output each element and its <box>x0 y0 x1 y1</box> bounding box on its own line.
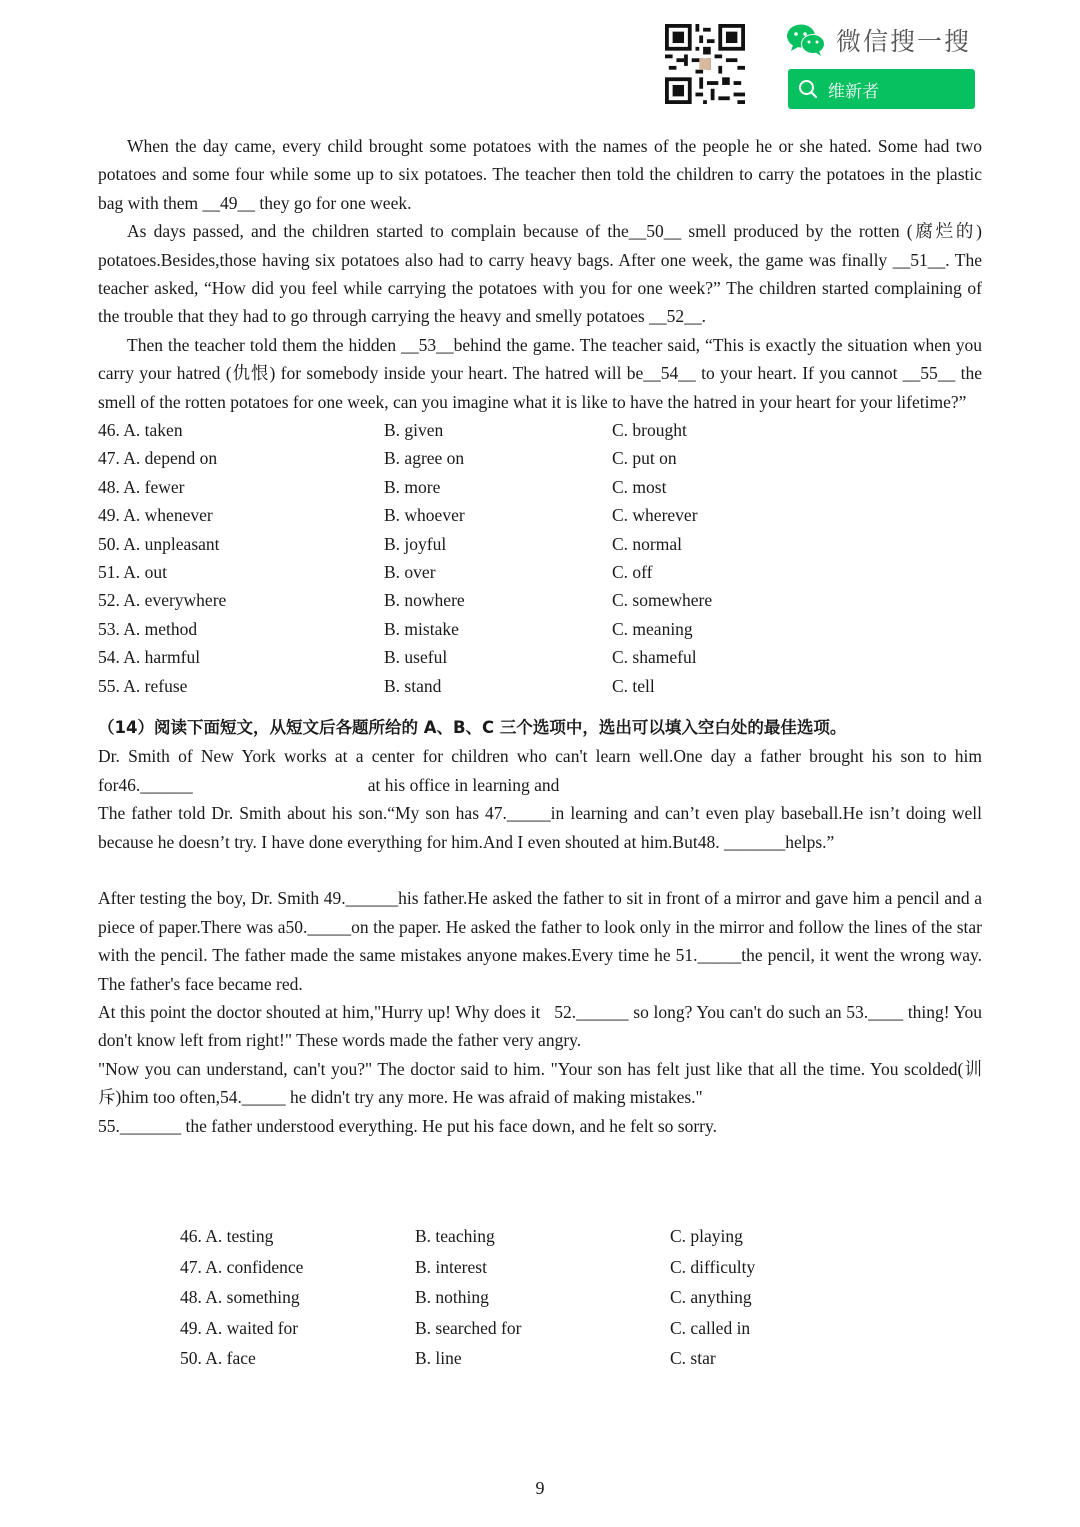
option-c: C. off <box>612 562 653 583</box>
option-row <box>98 558 982 586</box>
qr-code-icon[interactable] <box>665 24 745 104</box>
option-row <box>98 501 982 529</box>
wechat-logo-icon <box>786 23 826 57</box>
option-c: C. put on <box>612 448 677 469</box>
option-a: 52. A. everywhere <box>98 590 227 611</box>
option-b: B. given <box>384 420 444 441</box>
option-row <box>98 615 982 643</box>
option-b: B. mistake <box>384 618 459 639</box>
search-button[interactable] <box>788 69 975 109</box>
search-button-label: 维新者 <box>828 81 879 102</box>
option-a: 50. A. unpleasant <box>98 533 220 554</box>
option-b: B. searched for <box>415 1317 522 1338</box>
section14-paragraph: After testing the boy, Dr. Smith 49.______his father.He asked the father to sit in front of a mirror and gave him a pencil and a piece of paper.There was a50._____on the paper. He asked the father to look only in the mirror and follow the lines of the star with the pencil. The father made the same mistakes anyone makes.Every time he 51._____the pencil, it went the wrong way. The father's face became red. <box>98 888 982 994</box>
passage1-paragraph: As days passed, and the children started to complain because of the__50__ smell produced by the rotten (腐烂的) potatoes.Besides,those having six potatoes also had to carry heavy bags. After one week, the game was finally __51__. The teacher asked, “How did you feel while carrying the potatoes with you for one week?” The children started complaining of the trouble that they had to go through carrying the heavy and smelly potatoes __52__. <box>98 221 982 327</box>
document-body <box>98 132 987 1140</box>
page-number: 9 <box>535 1478 545 1498</box>
option-row <box>180 1282 880 1313</box>
passage1-paragraph: When the day came, every child brought some potatoes with the names of the people he or she hated. Some had two potatoes and some four while some up to six potatoes. The teacher then told the children to carry the potatoes in the plastic bag with them __49__ they go for one week. <box>98 136 982 213</box>
page-header <box>0 0 1080 120</box>
option-a: 55. A. refuse <box>98 675 188 696</box>
option-row <box>98 530 982 558</box>
option-row <box>180 1313 880 1344</box>
option-a: 50. A. face <box>180 1348 256 1368</box>
option-row <box>98 444 982 472</box>
option-row <box>180 1221 880 1252</box>
option-c: C. normal <box>612 533 682 554</box>
option-b: B. whoever <box>384 505 465 526</box>
option-b: B. joyful <box>384 533 447 554</box>
section-title: （14）阅读下面短文，从短文后各题所给的 A、B、C 三个选项中，选出可以填入空白处的最佳选项。 <box>98 717 847 737</box>
option-c: C. most <box>612 476 667 497</box>
option-b: B. agree on <box>384 448 465 469</box>
search-icon <box>798 79 818 99</box>
option-row <box>180 1252 880 1283</box>
option-c: C. somewhere <box>612 590 713 611</box>
option-b: B. nothing <box>415 1287 489 1307</box>
option-c: C. shameful <box>612 647 697 668</box>
section14-paragraph: The father told Dr. Smith about his son.“My son has 47._____in learning and can’t even play baseball.He isn’t doing well because he doesn’t try. I have done everything for him.And I even shouted at him.But48. _______helps.” <box>98 803 982 852</box>
option-b: B. stand <box>384 675 442 696</box>
option-c: C. wherever <box>612 505 698 526</box>
option-a: 47. A. depend on <box>98 448 218 469</box>
option-c: C. difficulty <box>670 1256 756 1277</box>
option-a: 47. A. confidence <box>180 1256 304 1277</box>
section14-options <box>180 1221 880 1374</box>
option-a: 48. A. fewer <box>98 476 185 497</box>
wechat-search-title: 微信搜一搜 <box>836 27 972 56</box>
option-row <box>98 473 982 501</box>
passage1-options <box>98 416 982 700</box>
option-c: C. star <box>670 1348 716 1368</box>
option-b: B. interest <box>415 1256 487 1277</box>
option-a: 48. A. something <box>180 1287 300 1307</box>
option-b: B. teaching <box>415 1226 495 1246</box>
option-a: 49. A. waited for <box>180 1317 299 1338</box>
wechat-brand <box>786 20 971 60</box>
option-a: 51. A. out <box>98 562 168 583</box>
option-c: C. tell <box>612 675 655 696</box>
option-a: 49. A. whenever <box>98 505 213 526</box>
option-a: 53. A. method <box>98 618 198 639</box>
option-a: 46. A. testing <box>180 1226 274 1246</box>
option-c: C. meaning <box>612 618 693 639</box>
spacer <box>98 856 982 884</box>
option-c: C. playing <box>670 1226 743 1246</box>
option-c: C. anything <box>670 1287 752 1307</box>
option-a: 46. A. taken <box>98 420 183 441</box>
section14-paragraph: At this point the doctor shouted at him,"Hurry up! Why does it 52.______ so long? You can't do such an 53.____ thing! You don't know left from right!" These words made the father very angry. <box>98 1002 987 1051</box>
section14-paragraph: Dr. Smith of New York works at a center for children who can't learn well.One day a father brought his son to him for46.______ at his office in learning and <box>98 746 987 795</box>
option-b: B. line <box>415 1348 462 1368</box>
section14-paragraph: 55._______ the father understood everything. He put his face down, and he felt so sorry. <box>98 1115 717 1136</box>
option-row <box>98 643 982 671</box>
option-row <box>180 1343 880 1374</box>
option-c: C. called in <box>670 1317 751 1338</box>
option-row <box>98 586 982 614</box>
option-b: B. useful <box>384 647 448 668</box>
option-row <box>98 416 982 444</box>
option-b: B. over <box>384 562 436 583</box>
passage1-paragraph: Then the teacher told them the hidden __53__behind the game. The teacher said, “This is exactly the situation when you carry your hatred (仇恨) for somebody inside your heart. The hatred will be__54__ to your heart. If you cannot __55__ the smell of the rotten potatoes for one week, can you imagine what it is like to have the hatred in your heart for your lifetime?” <box>98 334 982 412</box>
option-c: C. brought <box>612 420 687 441</box>
section14-paragraph: "Now you can understand, can't you?" The doctor said to him. "Your son has felt just like that all the time. You scolded(训斥)him too often,54._____ he didn't try any more. He was afraid of making mistakes." <box>98 1058 982 1108</box>
option-b: B. more <box>384 476 441 497</box>
option-row <box>98 672 982 700</box>
option-a: 54. A. harmful <box>98 647 201 668</box>
option-b: B. nowhere <box>384 590 465 611</box>
